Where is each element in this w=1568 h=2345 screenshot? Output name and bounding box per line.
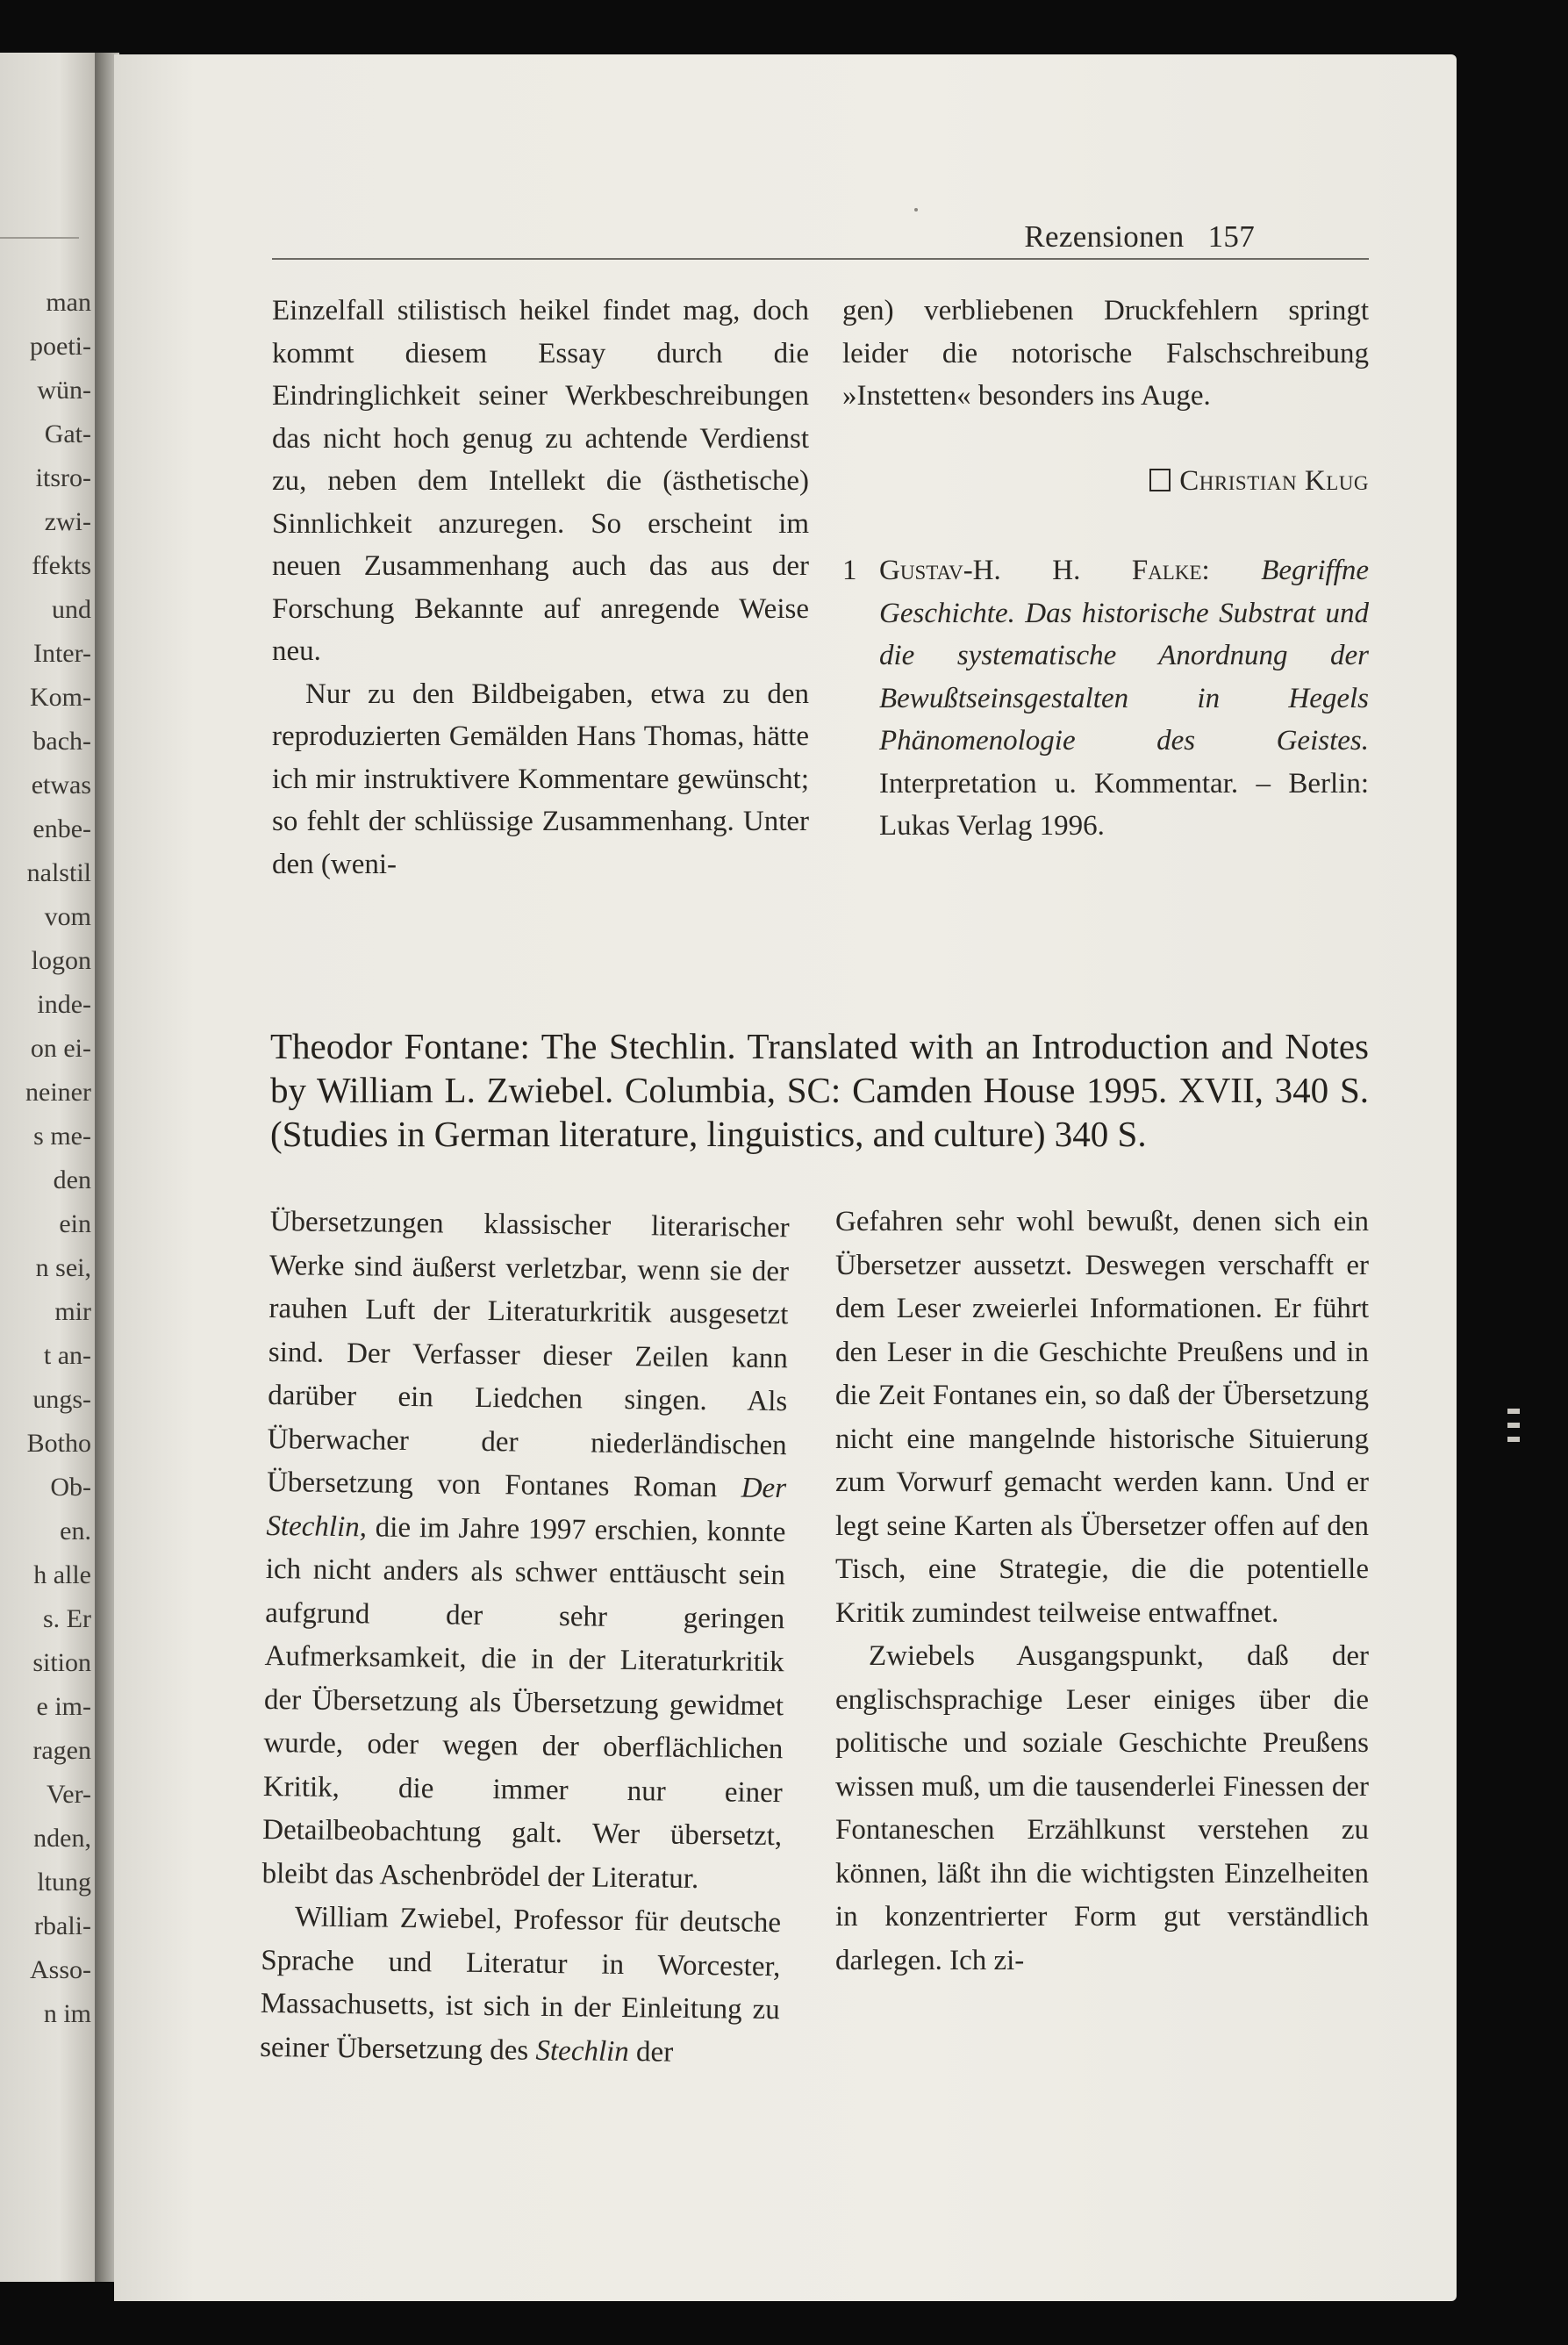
book-page <box>114 54 1457 2301</box>
facing-page-line-fragment: nden, <box>33 1824 91 1853</box>
facing-page-line-fragment: e im- <box>36 1692 91 1721</box>
facing-page-line-fragment: s me- <box>33 1122 91 1151</box>
facing-page-line-fragment: vom <box>44 902 91 931</box>
paragraph: Einzelfall stilistisch heikel findet mag, doch kommt diesem Essay durch die Eindringlichkeit seiner Werkbeschreibungen das nicht hoch genug zu achtende Verdienst zu, neben dem Intellekt die (ästhetische) Sinnlichkeit anzuregen. So erscheint im neuen Zusammenhang auch das aus der Forschung Bekannte auf anregende Weise neu. <box>272 295 809 667</box>
facing-page-line-fragment: n sei, <box>35 1253 91 1282</box>
facing-page-line-fragment: sition <box>32 1648 91 1677</box>
facing-page-text-fragments <box>25 281 91 2036</box>
footnote-number: 1 <box>842 555 857 586</box>
header-rule <box>272 258 1369 260</box>
facing-page-line-fragment: Kom- <box>30 683 91 712</box>
facing-page-header-rule <box>0 237 79 239</box>
facing-page-line-fragment: Ver- <box>46 1780 91 1809</box>
facing-page-line-fragment: zwi- <box>44 507 91 536</box>
facing-page-line-fragment: ffekts <box>32 551 91 580</box>
facing-page-line-fragment: n im <box>43 1999 91 2028</box>
footnote-title: Begriffne Geschichte. Das historische Substrat und die systematische Anordnung der Bewußtseinsgestalten in Hegels Phänomenologie des Geistes. <box>879 555 1369 757</box>
footnote-author: Gustav-H. H. Falke: <box>879 555 1210 586</box>
facing-page-line-fragment: Botho <box>26 1429 91 1458</box>
paragraph: gen) verbliebenen Druckfehlern springt leider die notorische Falschschreibung »Instetten« besonders ins Auge. <box>842 295 1369 412</box>
paragraph: Gefahren sehr wohl bewußt, denen sich ein Übersetzer aussetzt. Deswegen verschafft er dem Leser zweierlei Informationen. Er führt den Leser in die Geschichte Preußens und in die Zeit Fontanes ein, so daß der Übersetzung nicht eine mangelnde historische Situierung zum Vorwurf gemacht werden kann. Und er legt seine Karten als Übersetzer offen auf den Tisch, eine Strategie, die die potentielle Kritik zumindest teilweise entwaffnet. <box>835 1206 1369 1629</box>
end-mark-box-icon <box>1149 469 1171 491</box>
facing-page-line-fragment: ragen <box>32 1736 91 1765</box>
facing-page-line-fragment: Inter- <box>32 639 91 668</box>
facing-page-line-fragment: nalstil <box>26 858 91 887</box>
facing-page-line-fragment: inde- <box>37 990 91 1019</box>
section-title: Rezensionen <box>1024 219 1185 254</box>
facing-page-line-fragment: enbe- <box>32 814 91 843</box>
top-left-column <box>272 290 809 886</box>
facing-page-line-fragment: Asso- <box>29 1955 91 1984</box>
paragraph: Übersetzungen klassischer literarischer Werke sind äußerst verletzbar, wenn sie der rauhen Luft der Literaturkritik ausgesetzt sind. Der Verfasser dieser Zeilen kann darüber ein Liedchen singen. Als Überwacher der niederländischen Übersetzung von Fontanes Roman Der Stechlin, die im Jahre 1997 erschien, konnte ich nicht anders als schwer enttäuscht sein aufgrund der sehr geringen Aufmerksamkeit, die in der Literaturkritik der Übersetzung als Übersetzung gewidmet wurde, oder wegen der oberflächlichen Kritik, die immer nur einer Detailbeobachtung galt. Wer übersetzt, bleibt das Aschenbrödel der Literatur. <box>261 1205 790 1895</box>
facing-page-line-fragment: neiner <box>25 1078 91 1107</box>
facing-page-line-fragment: wün- <box>37 376 91 405</box>
facing-page-line-fragment: logon <box>31 946 91 975</box>
facing-page-line-fragment: t an- <box>43 1341 91 1370</box>
reviewer-signature <box>842 460 1369 503</box>
facing-page-line-fragment: ungs- <box>32 1385 91 1414</box>
facing-page-line-fragment: man <box>46 288 91 317</box>
top-right-column <box>842 290 1369 848</box>
facing-page-line-fragment: den <box>53 1165 91 1194</box>
bottom-right-column <box>835 1201 1369 1983</box>
review-heading: Theodor Fontane: The Stechlin. Translated with an Introduction and Notes by William L. Zwiebel. Columbia, SC: Camden House 1995. XVII, 340 S. (Studies in German literature, linguistics, and culture) 340 S. <box>270 1026 1369 1154</box>
facing-page-edge <box>0 53 98 2282</box>
facing-page-line-fragment: h alle <box>33 1560 91 1589</box>
novel-title: Der Stechlin, <box>266 1472 787 1543</box>
facing-page-line-fragment: und <box>52 595 91 624</box>
facing-page-line-fragment: ein <box>59 1209 91 1238</box>
facing-page-line-fragment: on ei- <box>30 1034 91 1063</box>
footnote <box>842 549 1369 848</box>
facing-page-line-fragment: bach- <box>32 727 91 756</box>
facing-page-line-fragment: poeti- <box>30 332 91 361</box>
page-number: 157 <box>1207 219 1255 254</box>
reviewer-name: Christian Klug <box>1179 464 1369 497</box>
facing-page-line-fragment: en. <box>60 1517 91 1545</box>
facing-page-line-fragment: rbali- <box>34 1911 91 1940</box>
dust-speck <box>914 208 918 212</box>
facing-page-line-fragment: s. Er <box>43 1604 91 1633</box>
footnote-publication: Interpretation u. Kommentar. – Berlin: Lukas Verlag 1996. <box>879 767 1369 842</box>
paragraph: William Zwiebel, Professor für deutsche Sprache und Literatur in Worcester, Massachusetts, ist sich in der Einleitung zu seiner Übersetzung des Stechlin der <box>259 1901 782 2069</box>
facing-page-line-fragment: itsro- <box>35 463 91 492</box>
paragraph: Nur zu den Bildbeigaben, etwa zu den reproduzierten Gemälden Hans Thomas, hätte ich mir instruktivere Kommentare gewünscht; so fehlt der schlüssige Zusammenhang. Unter den (weni- <box>272 678 809 880</box>
facing-page-line-fragment: mir <box>54 1297 91 1326</box>
paragraph: Zwiebels Ausgangspunkt, daß der englischsprachige Leser einiges über die politische und soziale Geschichte Preußens wissen muß, um die tausenderlei Finessen der Fontaneschen Erzählkunst verstehen zu können, läßt ihn die wichtigsten Einzelheiten in konzentrierter Form gut verständlich darlegen. Ich zi- <box>835 1640 1369 1976</box>
novel-title: Stechlin <box>535 2034 630 2068</box>
facing-page-line-fragment: Gat- <box>44 420 91 448</box>
facing-page-line-fragment: Ob- <box>50 1473 91 1502</box>
bottom-left-column <box>260 1201 790 2076</box>
facing-page-line-fragment: ltung <box>37 1868 91 1897</box>
running-header <box>1008 219 1255 255</box>
facing-page-line-fragment: etwas <box>31 771 91 800</box>
scanner-edge-marks <box>1507 1409 1520 1461</box>
